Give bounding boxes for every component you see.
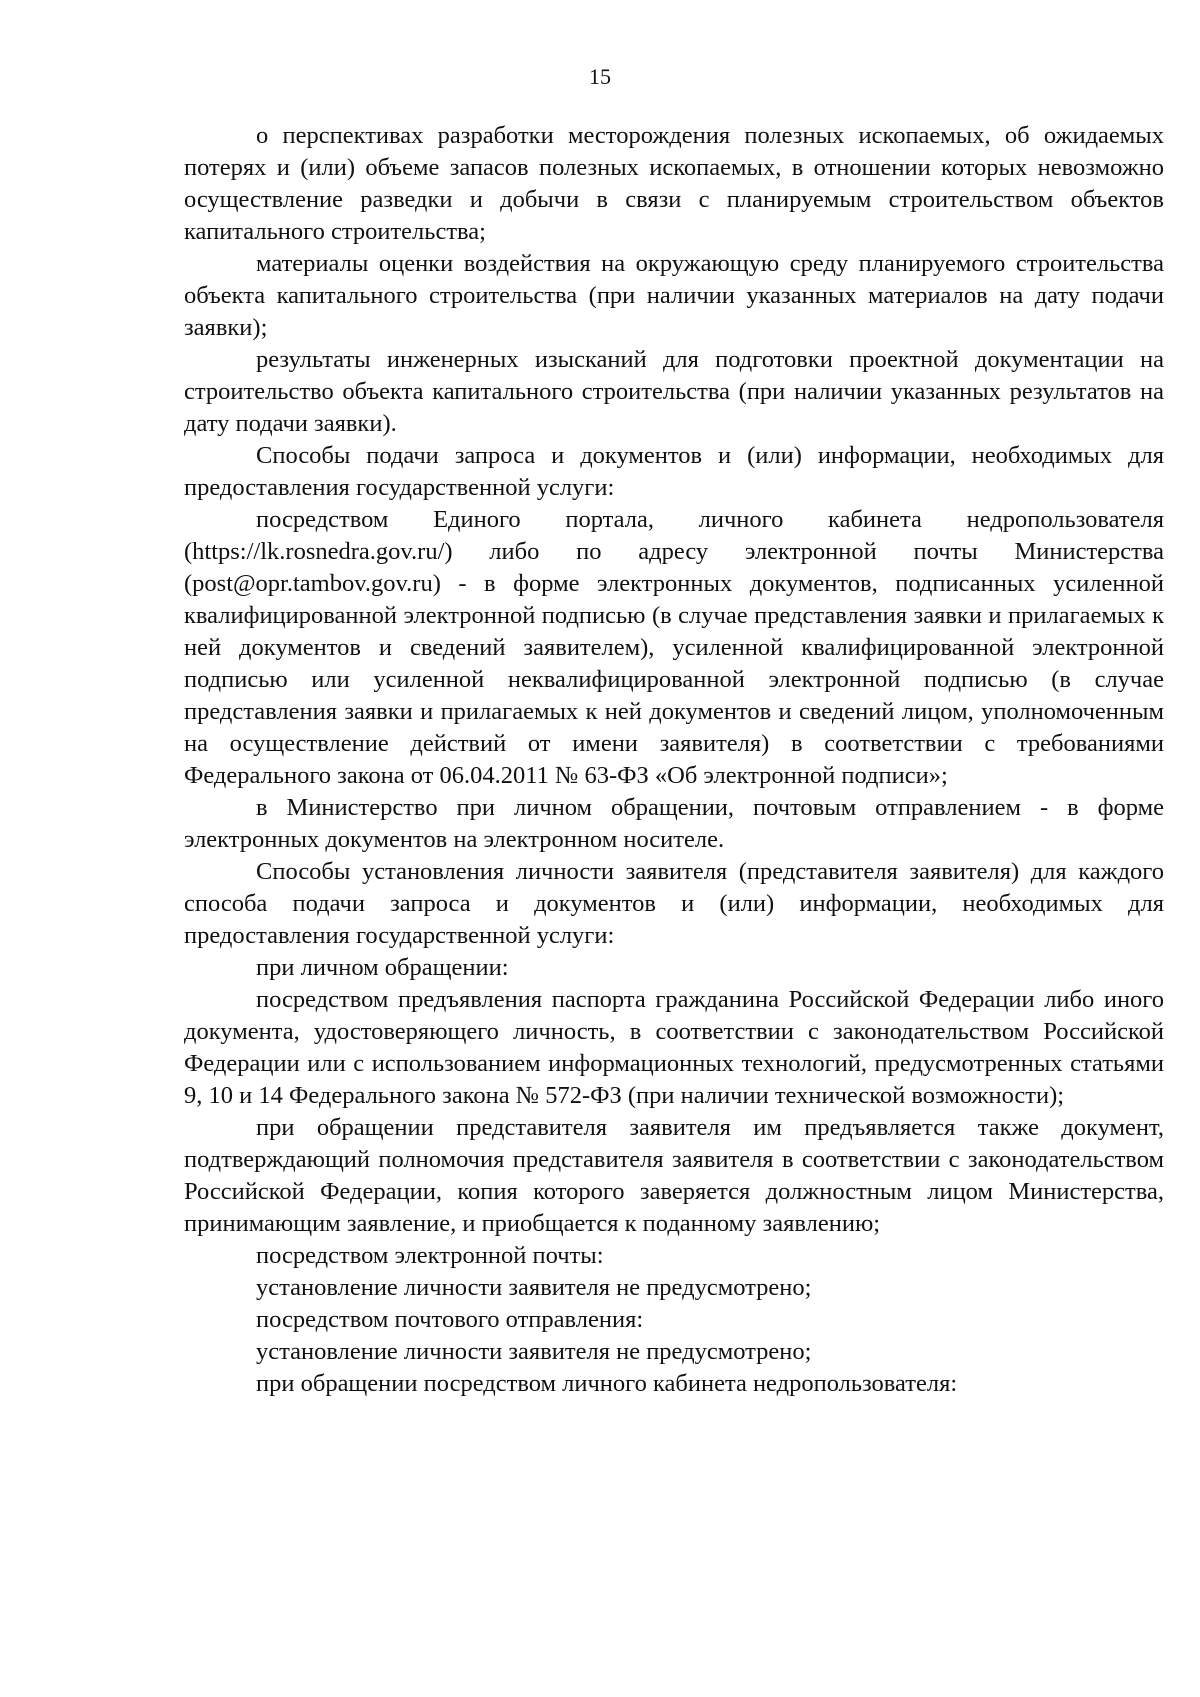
page-number: 15 [589,64,611,89]
paragraph-12: установление личности заявителя не предусмотрено; [256,1274,812,1301]
document-body [184,120,1164,1400]
paragraph-10: при обращении представителя заявителя им предъявляется также документ, подтверждающий полномочия представителя заявителя в соответствии с законодательством Российской Федерации, копия которого заверяется должностным лицом Министерства, принимающим заявление, и приобщается к поданному заявлению; [184,1114,1164,1237]
paragraph-2: материалы оценки воздействия на окружающую среду планируемого строительства объекта капитального строительства (при наличии указанных материалов на дату подачи заявки); [184,250,1164,341]
paragraph-6: в Министерство при личном обращении, почтовым отправлением - в форме электронных документов на электронном носителе. [184,794,1164,853]
paragraph-4: Способы подачи запроса и документов и (или) информации, необходимых для предоставления государственной услуги: [184,442,1164,501]
paragraph-11: посредством электронной почты: [256,1242,604,1269]
paragraph-13: посредством почтового отправления: [256,1306,644,1333]
paragraph-8: при личном обращении: [256,954,509,981]
paragraph-1: о перспективах разработки месторождения полезных ископаемых, об ожидаемых потерях и (или) объеме запасов полезных ископаемых, в отношении которых невозможно осуществление разведки и добычи в связи с планируемым строительством объектов капитального строительства; [184,122,1164,245]
paragraph-9: посредством предъявления паспорта гражданина Российской Федерации либо иного документа, удостоверяющего личность, в соответствии с законодательством Российской Федерации или с использованием информационных технологий, предусмотренных статьями 9, 10 и 14 Федерального закона № 572-ФЗ (при наличии технической возможности); [184,986,1164,1109]
paragraph-15: при обращении посредством личного кабинета недропользователя: [256,1370,958,1397]
paragraph-5: посредством Единого портала, личного кабинета недропользователя (https://lk.rosnedra.gov.ru/) либо по адресу электронной почты Министерства (post@opr.tambov.gov.ru) - в форме электронных документов, подписанных усиленной квалифицированной электронной подписью (в случае представления заявки и прилагаемых к ней документов и сведений заявителем), усиленной квалифицированной электронной подписью или усиленной неквалифицированной электронной подписью (в случае представления заявки и прилагаемых к ней документов и сведений лицом, уполномоченным на осуществление действий от имени заявителя) в соответствии с требованиями Федерального закона от 06.04.2011 № 63-ФЗ «Об электронной подписи»; [184,506,1164,789]
paragraph-7: Способы установления личности заявителя (представителя заявителя) для каждого способа подачи запроса и документов и (или) информации, необходимых для предоставления государственной услуги: [184,858,1164,949]
paragraph-3: результаты инженерных изысканий для подготовки проектной документации на строительство объекта капитального строительства (при наличии указанных результатов на дату подачи заявки). [184,346,1164,437]
paragraph-14: установление личности заявителя не предусмотрено; [256,1338,812,1365]
